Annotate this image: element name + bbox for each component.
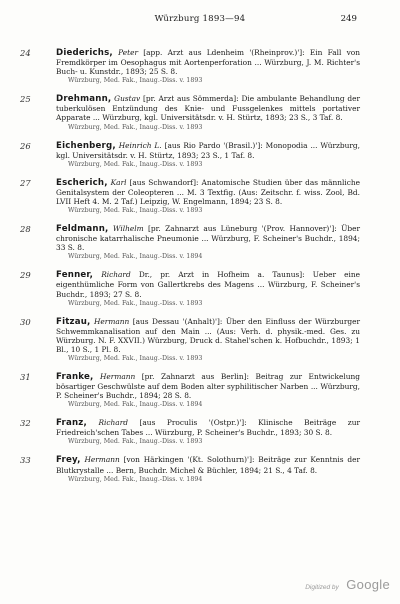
author-surname: Eichenberg, (56, 140, 116, 151)
bibliography-entry (20, 48, 360, 85)
entry-citation (56, 418, 360, 437)
author-surname: Diederichs, (56, 48, 113, 58)
bibliography-entry (20, 141, 360, 169)
entry-citation (56, 372, 360, 400)
entry-number: 32 (20, 418, 31, 429)
bibliography-entry (20, 455, 360, 483)
dissertation-note: Würzburg, Med. Fak., Inaug.-Diss. v. 1894 (68, 475, 203, 483)
entry-citation (56, 178, 360, 206)
citation-text: [pr. Zahnarzt aus Lüneburg '(Prov. Hannover)']: Über chronische katarrhalische Pneumonie ... Würzburg, F. Scheiner's Buchdr., 1894; 33 S. 8. (56, 224, 360, 253)
author-given-name: Hermann (84, 455, 120, 465)
author-given-name: Hermann (99, 371, 136, 381)
author-surname: Fenner, (56, 270, 94, 281)
entry-citation (56, 270, 360, 298)
entry-citation (56, 141, 360, 160)
running-header (0, 14, 400, 28)
entry-number: 31 (20, 371, 31, 382)
dissertation-note: Würzburg, Med. Fak., Inaug.-Diss. v. 1893 (68, 123, 203, 131)
entry-number: 30 (20, 316, 31, 327)
citation-text: Dr., pr. Arzt in Hofheim a. Taunus]: Ueber eine eigenthümliche Form von Gallertkrebs des Magens ... Würzburg, F. Scheiner's Buchdr., 1893; 27 S. 8. (56, 270, 360, 299)
author-given-name: Richard (101, 270, 131, 280)
citation-text: [aus Schwandorf]: Anatomische Studien über das männliche Genitalsystem der Coleopteren ... M. 3 Textfig. (Aus: Zeitschr. f. wiss. Zool, Bd. LVII Heft 4. M. 2 Taf.) Leipzig, W. Engelmann, 1894; 23 S. 8. (56, 177, 360, 206)
watermark-prefix: Digitized by (305, 584, 339, 591)
author-surname: Escherich, (56, 177, 108, 188)
author-surname: Drehmann, (56, 94, 112, 105)
author-given-name: Gustav (114, 94, 141, 104)
author-surname: Feldmann, (56, 224, 109, 235)
author-surname: Franke, (56, 371, 94, 382)
author-given-name: Heinrich L. (118, 140, 162, 150)
author-given-name: Richard (98, 418, 128, 428)
dissertation-note: Würzburg, Med. Fak., Inaug.-Diss. v. 1893 (68, 354, 203, 362)
dissertation-note: Würzburg, Med. Fak., Inaug.-Diss. v. 1893 (68, 160, 203, 168)
entry-number: 33 (20, 455, 31, 466)
dissertation-note: Würzburg, Med. Fak., Inaug.-Diss. v. 1894 (68, 253, 203, 261)
citation-text: [pr. Zahnarzt aus Berlin]: Beitrag zur Entwickelung bösartiger Geschwülste auf dem Boden alter syphilitischer Narben ... Würzburg, P. Scheiner's Buchdr., 1894; 28 S. 8. (56, 371, 360, 401)
entry-number: 28 (20, 224, 31, 235)
citation-text: [aus Proculis '(Ostpr.)']: Klinische Beiträge zur Friedreich'schen Tabes ... Würzburg, P. Scheiner's Buchdr., 1893; 30 S. 8. (56, 418, 360, 438)
citation-text: [aus Dessau '(Anhalt)']: Über den Einfluss der Würzburger Schwemmkanalisation auf den Main ... (Aus: Verh. d. physik.-med. Ges. zu Würzburg. N. F. XXVII.) Würzburg, Druck d. Stahel'schen k. Hofbuchdr., 1893; 1 Bl., 10 S., 1 Pl. 8. (56, 316, 360, 354)
dissertation-note: Würzburg, Med. Fak., Inaug.-Diss. v. 1893 (68, 438, 203, 446)
bibliography-entries (20, 48, 360, 493)
google-watermark (305, 576, 390, 594)
bibliography-entry (20, 270, 360, 307)
dissertation-note: Würzburg, Med. Fak., Inaug.-Diss. v. 1894 (68, 401, 203, 409)
citation-text: [von Härkingen '(Kt. Solothurn)']: Beiträge zur Kenntnis der Blutkrystalle ... Bern, Buchdr. Michel & Büchler, 1894; 21 S., 4 Taf. 8. (56, 455, 360, 475)
dissertation-note: Würzburg, Med. Fak., Inaug.-Diss. v. 1893 (68, 299, 203, 307)
entry-number: 29 (20, 270, 31, 281)
entry-number: 25 (20, 94, 31, 105)
entry-number: 26 (20, 140, 31, 151)
running-title: Würzburg 1893—94 (154, 14, 246, 24)
author-given-name: Hermann (93, 316, 130, 326)
watermark-brand: Google (346, 577, 390, 592)
citation-text: [pr. Arzt aus Sömmerda]: Die ambulante Behandlung der tuberkulösen Entzündung des Knie- und Fussgelenkes mittels portativer Apparate ... Würzburg, kgl. Universitätsdr. v. H. Stürtz, 1893; 23 S., 3 Taf. 8. (56, 94, 360, 123)
bibliography-entry (20, 94, 360, 131)
bibliography-entry (20, 418, 360, 446)
author-surname: Frey, (56, 455, 81, 466)
entry-number: 27 (20, 177, 31, 188)
entry-citation (56, 48, 360, 76)
bibliography-entry (20, 178, 360, 215)
page-number: 249 (340, 14, 357, 24)
entry-number: 24 (20, 48, 31, 58)
entry-citation (56, 94, 360, 122)
author-given-name: Wilhelm (112, 224, 144, 234)
citation-text: [aus Rio Pardo '(Brasil.)']: Monopodia ... Würzburg, kgl. Universitätsdr. v. H. Stürtz, 1893; 23 S., 1 Taf. 8. (56, 140, 360, 160)
dissertation-note: Würzburg, Med. Fak., Inaug.-Diss. v. 1893 (68, 207, 203, 215)
citation-text: [app. Arzt aus Ldenheim '(Rheinprov.)']: Ein Fall von Fremdkörper im Oesophagus mit Aortenperforation ... Würzburg, J. M. Richter's Buch- u. Kunstdr., 1893; 25 S. 8. (56, 48, 360, 77)
entry-citation (56, 455, 360, 474)
entry-citation (56, 224, 360, 252)
author-surname: Franz, (56, 418, 87, 429)
dissertation-note: Würzburg, Med. Fak., Inaug.-Diss. v. 1893 (68, 77, 203, 85)
bibliography-entry (20, 224, 360, 261)
bibliography-entry (20, 317, 360, 363)
author-surname: Fitzau, (56, 316, 91, 327)
entry-citation (56, 317, 360, 354)
author-given-name: Karl (110, 177, 127, 187)
author-given-name: Peter (118, 48, 139, 57)
bibliography-entry (20, 372, 360, 409)
